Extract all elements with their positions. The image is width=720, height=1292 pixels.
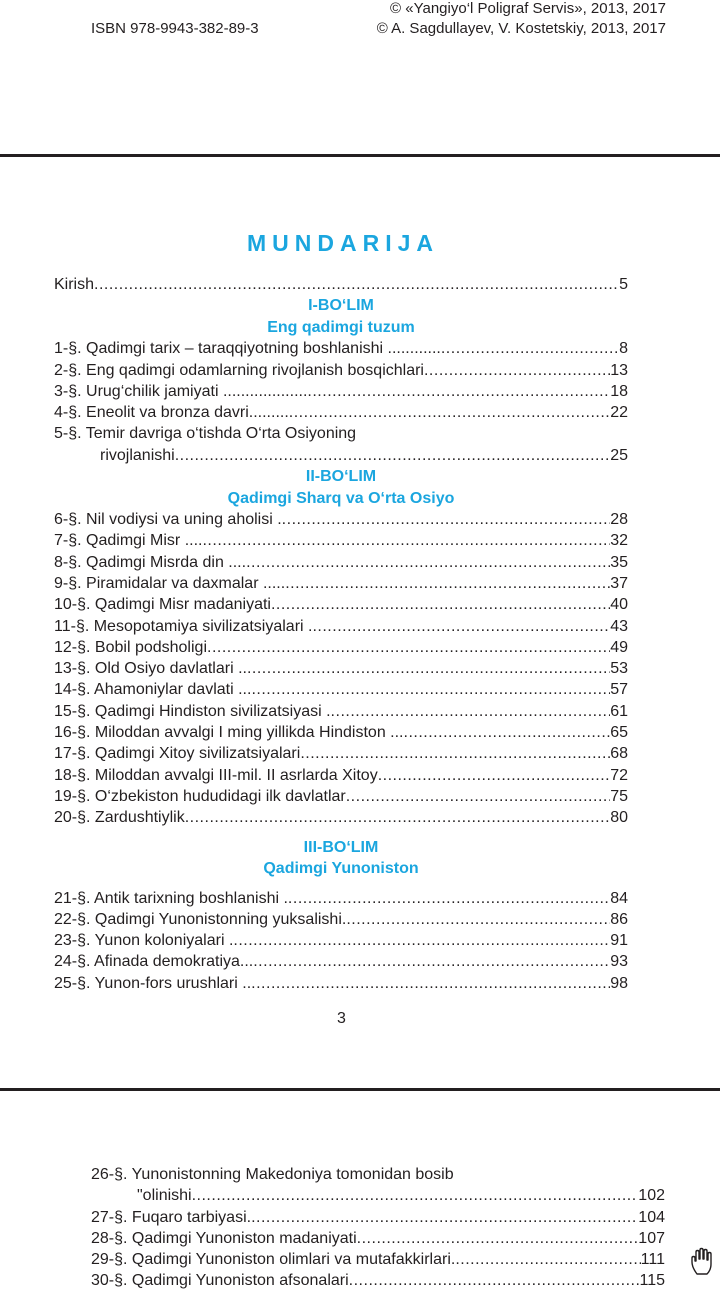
toc-entry-title: 15-§. Qadimgi Hindiston sivilizatsiyasi . [54, 702, 331, 720]
toc-entry-page: 107 [638, 1229, 665, 1247]
toc-leader-dots [289, 402, 610, 423]
toc-leader-dots [202, 530, 610, 551]
toc-leader-dots [185, 807, 610, 828]
toc-entry-title: 9-§. Piramidalar va daxmalar ..... [54, 574, 286, 592]
toc-entry-title: 21-§. Antik tarixning boshlanishi . [54, 889, 288, 907]
toc-entry-title: 8-§. Qadimgi Misrda din .... [54, 553, 247, 571]
toc-entry-page: 86 [610, 910, 628, 928]
toc-entry-page: 53 [610, 660, 628, 678]
toc-entry-page: 80 [610, 809, 628, 827]
toc-entry-title: 26-§. Yunonistonning Makedoniya tomonidan bosib [91, 1166, 454, 1183]
toc-entry[interactable] [54, 402, 628, 423]
toc-entry-page: 28 [610, 511, 628, 529]
toc-entry-title: 20-§. Zardushtiylik [54, 809, 185, 827]
toc-entry-title: 12-§. Bobil podsholigi [54, 638, 207, 656]
toc-entry-page: 57 [610, 681, 628, 699]
toc-entry[interactable] [54, 530, 628, 551]
toc-leader-dots [346, 909, 610, 930]
toc-entry[interactable] [91, 1185, 665, 1206]
toc-entry-title: 25-§. Yunon-fors urushlari .. [54, 974, 252, 992]
toc-entry[interactable] [54, 637, 628, 658]
toc-entry[interactable] [54, 509, 628, 530]
page-separator-top [0, 154, 720, 157]
toc-entry-page: 35 [610, 553, 628, 571]
toc-entry[interactable] [91, 1228, 665, 1249]
toc-entry[interactable] [54, 951, 628, 972]
toc-entry-title-cont: "olinishi [137, 1187, 192, 1205]
toc-entry-title: 27-§. Fuqaro tarbiyasi. [91, 1208, 252, 1226]
next-page-contents [91, 1164, 665, 1292]
toc-entry[interactable] [54, 930, 628, 951]
toc-leader-dots [282, 509, 611, 530]
toc-entry[interactable] [54, 381, 628, 402]
toc-entry-page: 43 [610, 617, 628, 635]
toc-entry-title: 7-§. Qadimgi Misr .... [54, 532, 203, 550]
toc-entry-page: 32 [610, 532, 628, 550]
toc-leader-dots [175, 445, 611, 466]
toc-leader-dots [247, 658, 610, 679]
part-heading: II-BO‘LIM [305, 468, 377, 486]
toc-entry[interactable] [54, 743, 628, 764]
toc-leader-dots [207, 637, 610, 658]
toc-entry-title: 29-§. Qadimgi Yunoniston olimlari va mutafakkirlari. [91, 1251, 456, 1269]
toc-entry[interactable] [91, 1207, 665, 1228]
toc-entry-title: 22-§. Qadimgi Yunonistonning yuksalishi. [54, 910, 347, 928]
toc-leader-dots [424, 360, 610, 381]
isbn-text: ISBN 978-9943-382-89-3 [91, 20, 259, 37]
toc-leader-dots [455, 1249, 640, 1270]
toc-entry-title: 18-§. Miloddan avvalgi III-mil. II asrlarda Xitoy [54, 766, 378, 784]
toc-leader-dots [233, 930, 610, 951]
part-heading: I-BO‘LIM [308, 297, 374, 315]
toc-entry-page: 115 [639, 1272, 665, 1290]
toc-entry-page: 13 [610, 361, 628, 379]
toc-entry-page: 91 [610, 932, 628, 950]
toc-entry[interactable] [54, 594, 628, 615]
toc-entry-title: 2-§. Eng qadimgi odamlarning rivojlanish bosqichlari [54, 361, 424, 379]
toc-entry-title: 30-§. Qadimgi Yunoniston afsonalari [91, 1272, 349, 1290]
toc-entry-page: 37 [610, 574, 628, 592]
table-of-contents [54, 274, 628, 994]
toc-entry-line [91, 1164, 665, 1185]
toc-entry-title: 6-§. Nil vodiysi va uning aholisi . [54, 511, 282, 529]
toc-leader-dots [251, 973, 610, 994]
toc-entry-title-cont: rivojlanishi [100, 446, 175, 464]
toc-entry[interactable] [54, 573, 628, 594]
toc-leader-dots [288, 888, 610, 909]
toc-entry-title: 19-§. O‘zbekiston hududidagi ilk davlatlar [54, 787, 346, 805]
copyright-publisher: © «Yangiyo‘l Poligraf Servis», 2013, 2017 [390, 0, 666, 17]
toc-leader-dots [346, 786, 610, 807]
part-subtitle: Qadimgi Sharq va O‘rta Osiyo [227, 489, 455, 507]
toc-entry[interactable] [54, 701, 628, 722]
toc-leader-dots [312, 616, 610, 637]
toc-entry-page: 40 [610, 596, 628, 614]
toc-leader-dots [349, 1270, 640, 1291]
toc-entry[interactable] [54, 722, 628, 743]
toc-entry[interactable] [91, 1249, 665, 1270]
toc-entry-title: 17-§. Qadimgi Xitoy sivilizatsiyalari [54, 745, 301, 763]
toc-leader-dots [404, 722, 611, 743]
toc-leader-dots [357, 1228, 639, 1249]
toc-entry-page: 68 [610, 745, 628, 763]
toc-entry-title: 23-§. Yunon koloniyalari . [54, 932, 234, 950]
toc-entry[interactable] [54, 765, 628, 786]
toc-entry-title: 24-§. Afinada demokratiya... [54, 953, 254, 971]
toc-entry-page: 22 [610, 404, 628, 422]
toc-entry-page: 84 [610, 889, 628, 907]
toc-entry[interactable] [54, 888, 628, 909]
toc-entry-title: 3-§. Urug‘chilik jamiyati ................... [54, 382, 308, 400]
page-title: MUNDARIJA [247, 230, 439, 256]
toc-entry-page: 49 [610, 638, 628, 656]
toc-entry-page: 93 [610, 953, 628, 971]
toc-entry-page: 18 [610, 382, 628, 400]
toc-entry-line [54, 423, 628, 444]
page-separator-bottom [0, 1088, 720, 1091]
toc-entry[interactable] [91, 1270, 665, 1291]
toc-entry[interactable] [54, 360, 628, 381]
toc-leader-dots [192, 1185, 639, 1206]
toc-entry-title: 5-§. Temir davriga o‘tishda O‘rta Osiyoning [54, 425, 357, 443]
toc-entry[interactable] [54, 973, 628, 994]
toc-leader-dots [251, 1207, 638, 1228]
toc-entry-page: 75 [610, 787, 628, 805]
toc-leader-dots [251, 679, 610, 700]
toc-leader-dots [300, 743, 610, 764]
toc-entry-page: 25 [610, 446, 628, 464]
toc-entry-page: 72 [610, 766, 628, 784]
toc-leader-dots [246, 552, 610, 573]
page-number: 3 [337, 1010, 346, 1027]
part-subtitle: Eng qadimgi tuzum [267, 318, 415, 336]
toc-entry[interactable] [54, 658, 628, 679]
toc-entry-title: 4-§. Eneolit va bronza davri......... [54, 404, 289, 422]
toc-entry[interactable] [54, 552, 628, 573]
toc-entry[interactable] [54, 909, 628, 930]
toc-entry[interactable] [54, 786, 628, 807]
toc-entry[interactable] [54, 616, 628, 637]
toc-entry-title: 14-§. Ahamoniylar davlati ... [54, 681, 252, 699]
toc-entry-page: 65 [610, 724, 628, 742]
toc-leader-dots [307, 381, 610, 402]
toc-entry-title: Kirish [54, 276, 95, 293]
toc-leader-dots [271, 594, 610, 615]
toc-entry-title: 28-§. Qadimgi Yunoniston madaniyati [91, 1229, 357, 1247]
toc-leader-dots [441, 338, 619, 359]
toc-leader-dots [253, 951, 610, 972]
toc-entry[interactable] [54, 445, 628, 466]
toc-entry[interactable] [54, 807, 628, 828]
toc-entry-page: 5 [619, 276, 628, 293]
toc-leader-dots [285, 573, 610, 594]
toc-entry-title: 16-§. Miloddan avvalgi I ming yillikda Hindiston ... [54, 724, 404, 742]
toc-entry-title: 10-§. Qadimgi Misr madaniyati [54, 596, 271, 614]
toc-entry-page: 111 [640, 1251, 665, 1269]
toc-entry-title: 13-§. Old Osiyo davlatlari .. [54, 660, 247, 678]
toc-entry-page: 104 [638, 1208, 665, 1226]
toc-leader-dots [378, 765, 611, 786]
toc-entry-title: 11-§. Mesopotamiya sivilizatsiyalari . [54, 617, 313, 635]
toc-entry-page: 98 [610, 974, 628, 992]
toc-entry-page: 61 [610, 702, 628, 720]
toc-entry-title: 1-§. Qadimgi tarix – taraqqiyotning boshlanishi ............ [54, 340, 441, 358]
toc-entry-page: 8 [619, 340, 628, 358]
toc-entry[interactable] [54, 338, 628, 359]
part-subtitle: Qadimgi Yunoniston [263, 860, 419, 878]
part-heading: III-BO‘LIM [303, 838, 379, 856]
toc-entry-page: 102 [638, 1187, 665, 1205]
copyright-authors: © A. Sagdullayev, V. Kostetskiy, 2013, 2017 [376, 20, 666, 37]
toc-entry[interactable] [54, 679, 628, 700]
toc-leader-dots [331, 701, 611, 722]
hand-cursor-icon[interactable] [690, 1246, 716, 1276]
toc-entry[interactable] [54, 274, 628, 295]
toc-leader-dots [94, 274, 619, 295]
